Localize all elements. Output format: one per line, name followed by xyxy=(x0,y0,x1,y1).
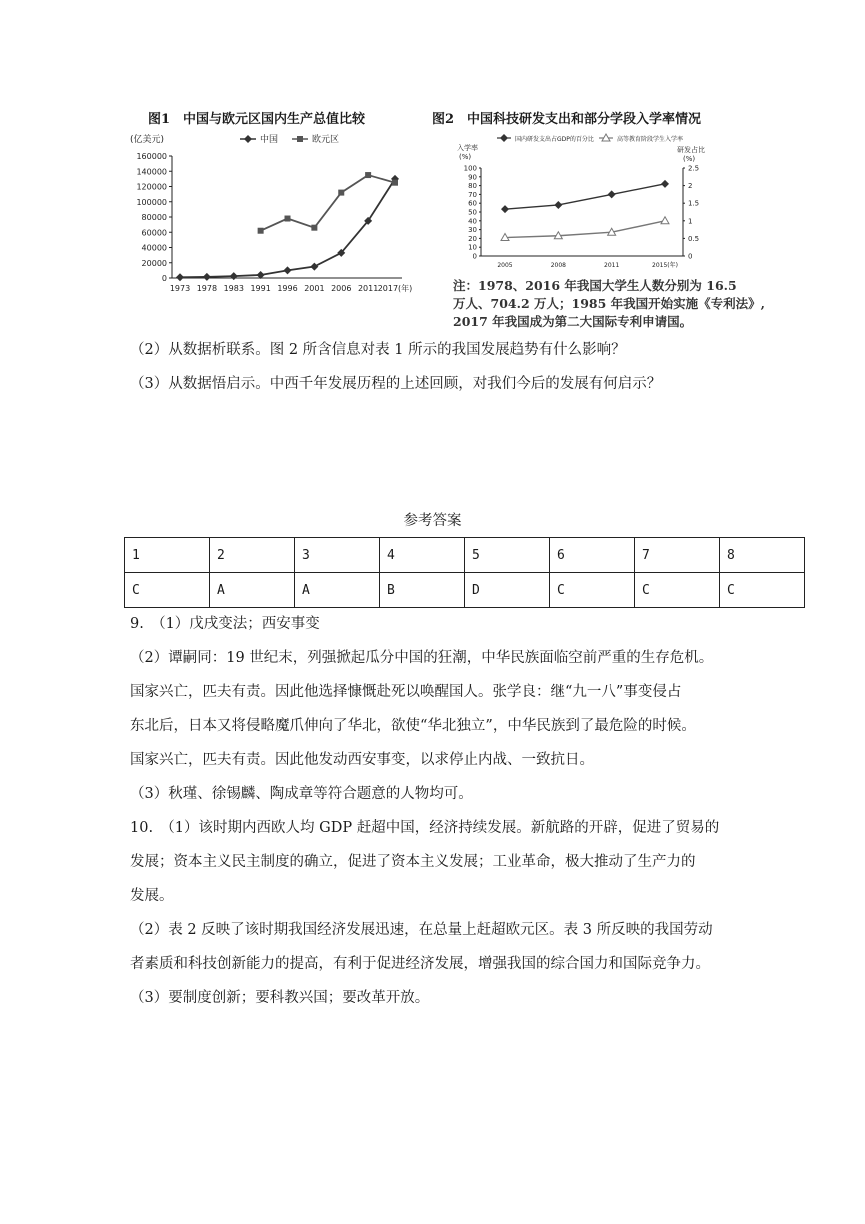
y-tick-label: 2 xyxy=(688,182,693,191)
y-tick-label: 40 xyxy=(468,217,477,226)
y-tick-label: 0 xyxy=(161,274,167,283)
table-cell: A xyxy=(295,573,380,608)
table-cell: 1 xyxy=(125,538,210,573)
note-line: 注：1978、2016 年我国大学生人数分别为 16.5 xyxy=(453,278,737,293)
table-cell: 5 xyxy=(465,538,550,573)
x-tick-label: 2005 xyxy=(497,262,513,269)
series-line xyxy=(505,221,665,238)
series-line xyxy=(505,184,665,209)
table-cell: C xyxy=(720,573,805,608)
answer-line: 发展。 xyxy=(130,888,174,904)
right-axis-label: 研发占比 xyxy=(677,146,705,154)
data-point xyxy=(661,217,669,224)
x-tick-label: 1991 xyxy=(250,284,271,293)
table-cell: 2 xyxy=(210,538,295,573)
data-point xyxy=(338,190,344,196)
y-tick-label: 80000 xyxy=(141,213,167,222)
question-2: （2）从数据析联系。图 2 所含信息对表 1 所示的我国发展趋势有什么影响？ xyxy=(130,342,626,358)
note-line: 万人、704.2 万人；1985 年我国开始实施《专利法》, xyxy=(453,296,765,311)
x-tick-label: 1996 xyxy=(277,284,298,293)
data-point xyxy=(297,136,303,142)
y-tick-label: 0 xyxy=(472,252,477,261)
y-tick-label: 1 xyxy=(688,217,693,226)
y-axis-label: (亿美元) xyxy=(130,135,165,145)
y-tick-label: 10 xyxy=(468,243,477,252)
answer-line: （3）秋瑾、徐锡麟、陶成章等符合题意的人物均可。 xyxy=(130,786,473,802)
y-tick-label: 70 xyxy=(468,190,477,199)
data-point xyxy=(310,263,318,271)
answer-line: 国家兴亡，匹夫有责。因此他选择慷慨赴死以唤醒国人。张学良：继“九一八”事变侵占 xyxy=(130,684,682,700)
y-tick-label: 2.5 xyxy=(688,164,700,173)
y-tick-label: 0.5 xyxy=(688,234,700,243)
right-axis-unit: (%) xyxy=(683,155,696,163)
figure2-note xyxy=(453,277,765,331)
table-cell: 6 xyxy=(550,538,635,573)
legend-label: 高等教育阶段学生入学率 xyxy=(617,136,684,143)
legend-label: 中国 xyxy=(260,135,279,145)
figure2-title: 图2 中国科技研发支出和部分学段入学率情况 xyxy=(432,112,702,127)
data-point xyxy=(501,205,509,213)
y-tick-label: 50 xyxy=(468,208,477,217)
x-tick-label: 1983 xyxy=(223,284,244,293)
answer-line: 9. （1）戊戌变法；西安事变 xyxy=(130,616,320,632)
table-cell: A xyxy=(210,573,295,608)
series-line xyxy=(261,175,395,231)
data-point xyxy=(500,134,508,142)
y-tick-label: 80 xyxy=(468,182,477,191)
y-tick-label: 1.5 xyxy=(688,199,700,208)
x-tick-label: 2011 xyxy=(357,284,379,293)
y-tick-label: 60000 xyxy=(141,228,167,238)
note-line: 2017 年我国成为第二大国际专利申请国。 xyxy=(453,314,693,329)
table-row xyxy=(125,573,805,608)
x-tick-label: 1978 xyxy=(196,284,218,293)
y-tick-label: 100000 xyxy=(136,197,167,207)
legend-label: 欧元区 xyxy=(312,135,340,145)
data-point xyxy=(176,273,184,281)
x-tick-label: 2015(年) xyxy=(652,262,678,269)
answer-line: 发展；资本主义民主制度的确立，促进了资本主义发展；工业革命，极大推动了生产力的 xyxy=(130,854,696,870)
table-cell: B xyxy=(380,573,465,608)
data-point xyxy=(258,228,264,234)
series-line xyxy=(180,179,395,277)
data-point xyxy=(284,266,292,274)
data-point xyxy=(285,216,291,222)
x-tick-label: 1973 xyxy=(169,284,191,293)
figure1-chart xyxy=(130,128,415,296)
y-tick-label: 140000 xyxy=(136,167,167,177)
figure2-chart xyxy=(455,128,715,278)
x-tick-label: 2006 xyxy=(331,284,352,293)
question-3: （3）从数据悟启示。中西千年发展历程的上述回顾，对我们今后的发展有何启示？ xyxy=(130,376,662,392)
table-cell: C xyxy=(550,573,635,608)
data-point xyxy=(392,180,398,186)
table-cell: C xyxy=(635,573,720,608)
figure1-title: 图1 中国与欧元区国内生产总值比较 xyxy=(148,112,366,127)
data-point xyxy=(608,190,616,198)
answer-line: 国家兴亡，匹夫有责。因此他发动西安事变，以求停止内战、一致抗日。 xyxy=(130,752,594,768)
table-cell: 4 xyxy=(380,538,465,573)
data-point xyxy=(661,180,669,188)
answer-line: 10. （1）该时期内西欧人均 GDP 赶超中国，经济持续发展。新航路的开辟，促进了贸易的 xyxy=(130,820,720,836)
table-row xyxy=(125,538,805,573)
y-tick-label: 0 xyxy=(688,252,693,261)
answer-line: （2）表 2 反映了该时期我国经济发展迅速，在总量上赶超欧元区。表 3 所反映的我国劳动 xyxy=(130,922,713,938)
table-cell: C xyxy=(125,573,210,608)
y-tick-label: 40000 xyxy=(141,243,167,253)
data-point xyxy=(365,172,371,178)
y-tick-label: 30 xyxy=(468,226,477,235)
data-point xyxy=(244,135,252,143)
y-tick-label: 20000 xyxy=(141,258,167,268)
answer-table xyxy=(124,537,805,608)
answer-line: （3）要制度创新；要科教兴国；要改革开放。 xyxy=(130,990,430,1006)
answers-heading: 参考答案 xyxy=(403,513,462,529)
x-tick-label: 2017(年) xyxy=(377,284,413,293)
data-point xyxy=(311,225,317,231)
x-tick-label: 2011 xyxy=(604,262,620,269)
answer-line: （2）谭嗣同：19 世纪末，列强掀起瓜分中国的狂潮，中华民族面临空前严重的生存危机。 xyxy=(130,650,714,666)
x-tick-label: 2008 xyxy=(550,262,566,269)
table-cell: D xyxy=(465,573,550,608)
answer-line: 者素质和科技创新能力的提高，有利于促进经济发展，增强我国的综合国力和国际竞争力。 xyxy=(130,956,710,972)
y-tick-label: 20 xyxy=(468,234,477,243)
table-cell: 8 xyxy=(720,538,805,573)
y-tick-label: 90 xyxy=(468,173,477,182)
answer-line: 东北后，日本又将侵略魔爪伸向了华北，欲使“华北独立”，中华民族到了最危险的时候。 xyxy=(130,718,696,734)
table-cell: 3 xyxy=(295,538,380,573)
y-tick-label: 60 xyxy=(468,199,477,208)
answer-text xyxy=(130,607,719,1015)
left-axis-label: 入学率 xyxy=(457,144,478,152)
left-axis-unit: (%) xyxy=(459,153,472,161)
x-tick-label: 2001 xyxy=(304,284,325,293)
data-point xyxy=(203,273,211,281)
table-cell: 7 xyxy=(635,538,720,573)
data-point xyxy=(230,272,238,280)
legend-label: 国内研发支出占GDP的百分比 xyxy=(515,136,594,143)
y-tick-label: 100 xyxy=(463,164,477,173)
y-tick-label: 120000 xyxy=(136,182,167,192)
data-point xyxy=(554,201,562,209)
y-tick-label: 160000 xyxy=(136,152,167,161)
